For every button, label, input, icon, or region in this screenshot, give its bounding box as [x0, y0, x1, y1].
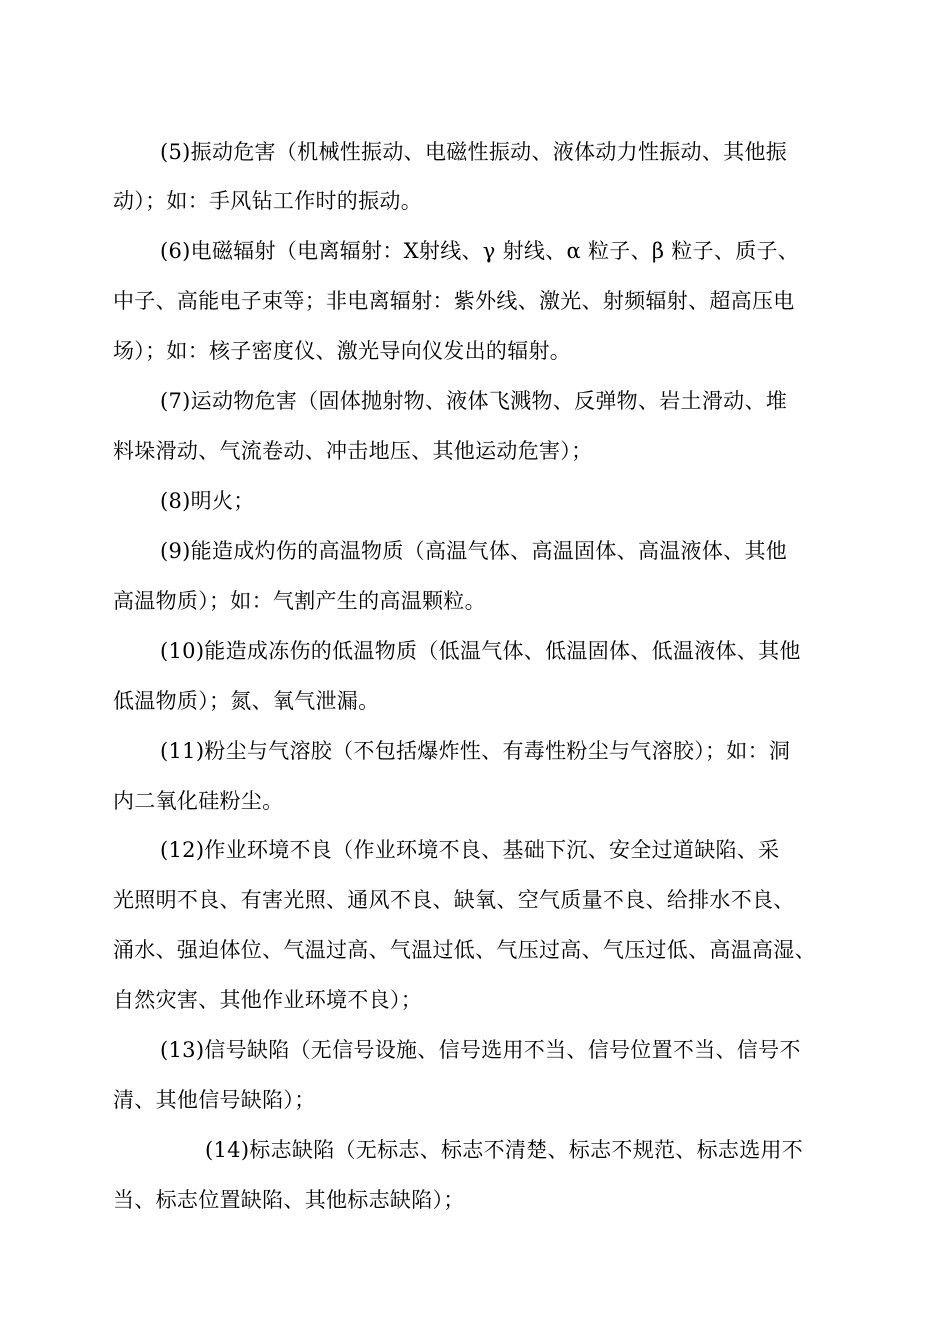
paragraph-7-line-1: (7)运动物危害（固体抛射物、液体飞溅物、反弹物、岩土滑动、堆: [160, 389, 788, 413]
paragraph-10-line-2: 低温物质）；氮、氧气泄漏。: [113, 689, 380, 713]
paragraph-13-line-1: (13)信号缺陷（无信号设施、信号选用不当、信号位置不当、信号不: [160, 1038, 801, 1062]
paragraph-5-line-2: 动）；如：手风钻工作时的振动。: [113, 189, 422, 213]
paragraph-10-line-1: (10)能造成冻伤的低温物质（低温气体、低温固体、低温液体、其他: [160, 639, 801, 663]
paragraph-14-line-1: (14)标志缺陷（无标志、标志不清楚、标志不规范、标志选用不: [205, 1138, 804, 1162]
paragraph-12-line-4: 自然灾害、其他作业环境不良）；: [113, 988, 422, 1012]
paragraph-9-line-1: (9)能造成灼伤的高温物质（高温气体、高温固体、高温液体、其他: [160, 539, 788, 563]
paragraph-6-line-2: 中子、高能电子束等；非电离辐射：紫外线、激光、射频辐射、超高压电: [113, 289, 795, 313]
paragraph-11-line-2: 内二氧化硅粉尘。: [113, 789, 284, 813]
paragraph-6-line-1: (6)电磁辐射（电离辐射：X射线、γ 射线、α 粒子、β 粒子、质子、: [160, 239, 800, 263]
paragraph-9-line-2: 高温物质）；如：气割产生的高温颗粒。: [113, 589, 486, 613]
paragraph-6-line-3: 场）；如：核子密度仪、激光导向仪发出的辐射。: [113, 339, 572, 363]
paragraph-14-line-2: 当、标志位置缺陷、其他标志缺陷）；: [113, 1188, 465, 1212]
paragraph-13-line-2: 清、其他信号缺陷）；: [113, 1088, 316, 1112]
paragraph-7-line-2: 料垛滑动、气流卷动、冲击地压、其他运动危害）；: [113, 439, 593, 463]
paragraph-8-line-1: (8)明火；: [160, 489, 255, 513]
paragraph-5-line-1: (5)振动危害（机械性振动、电磁性振动、液体动力性振动、其他振: [160, 140, 788, 164]
paragraph-12-line-3: 涌水、强迫体位、气温过高、气温过低、气压过高、气压过低、高温高湿、: [113, 938, 816, 962]
paragraph-12-line-2: 光照明不良、有害光照、通风不良、缺氧、空气质量不良、给排水不良、: [113, 888, 795, 912]
paragraph-12-line-1: (12)作业环境不良（作业环境不良、基础下沉、安全过道缺陷、采: [160, 838, 780, 862]
paragraph-11-line-1: (11)粉尘与气溶胶（不包括爆炸性、有毒性粉尘与气溶胶）；如：洞: [160, 739, 791, 763]
